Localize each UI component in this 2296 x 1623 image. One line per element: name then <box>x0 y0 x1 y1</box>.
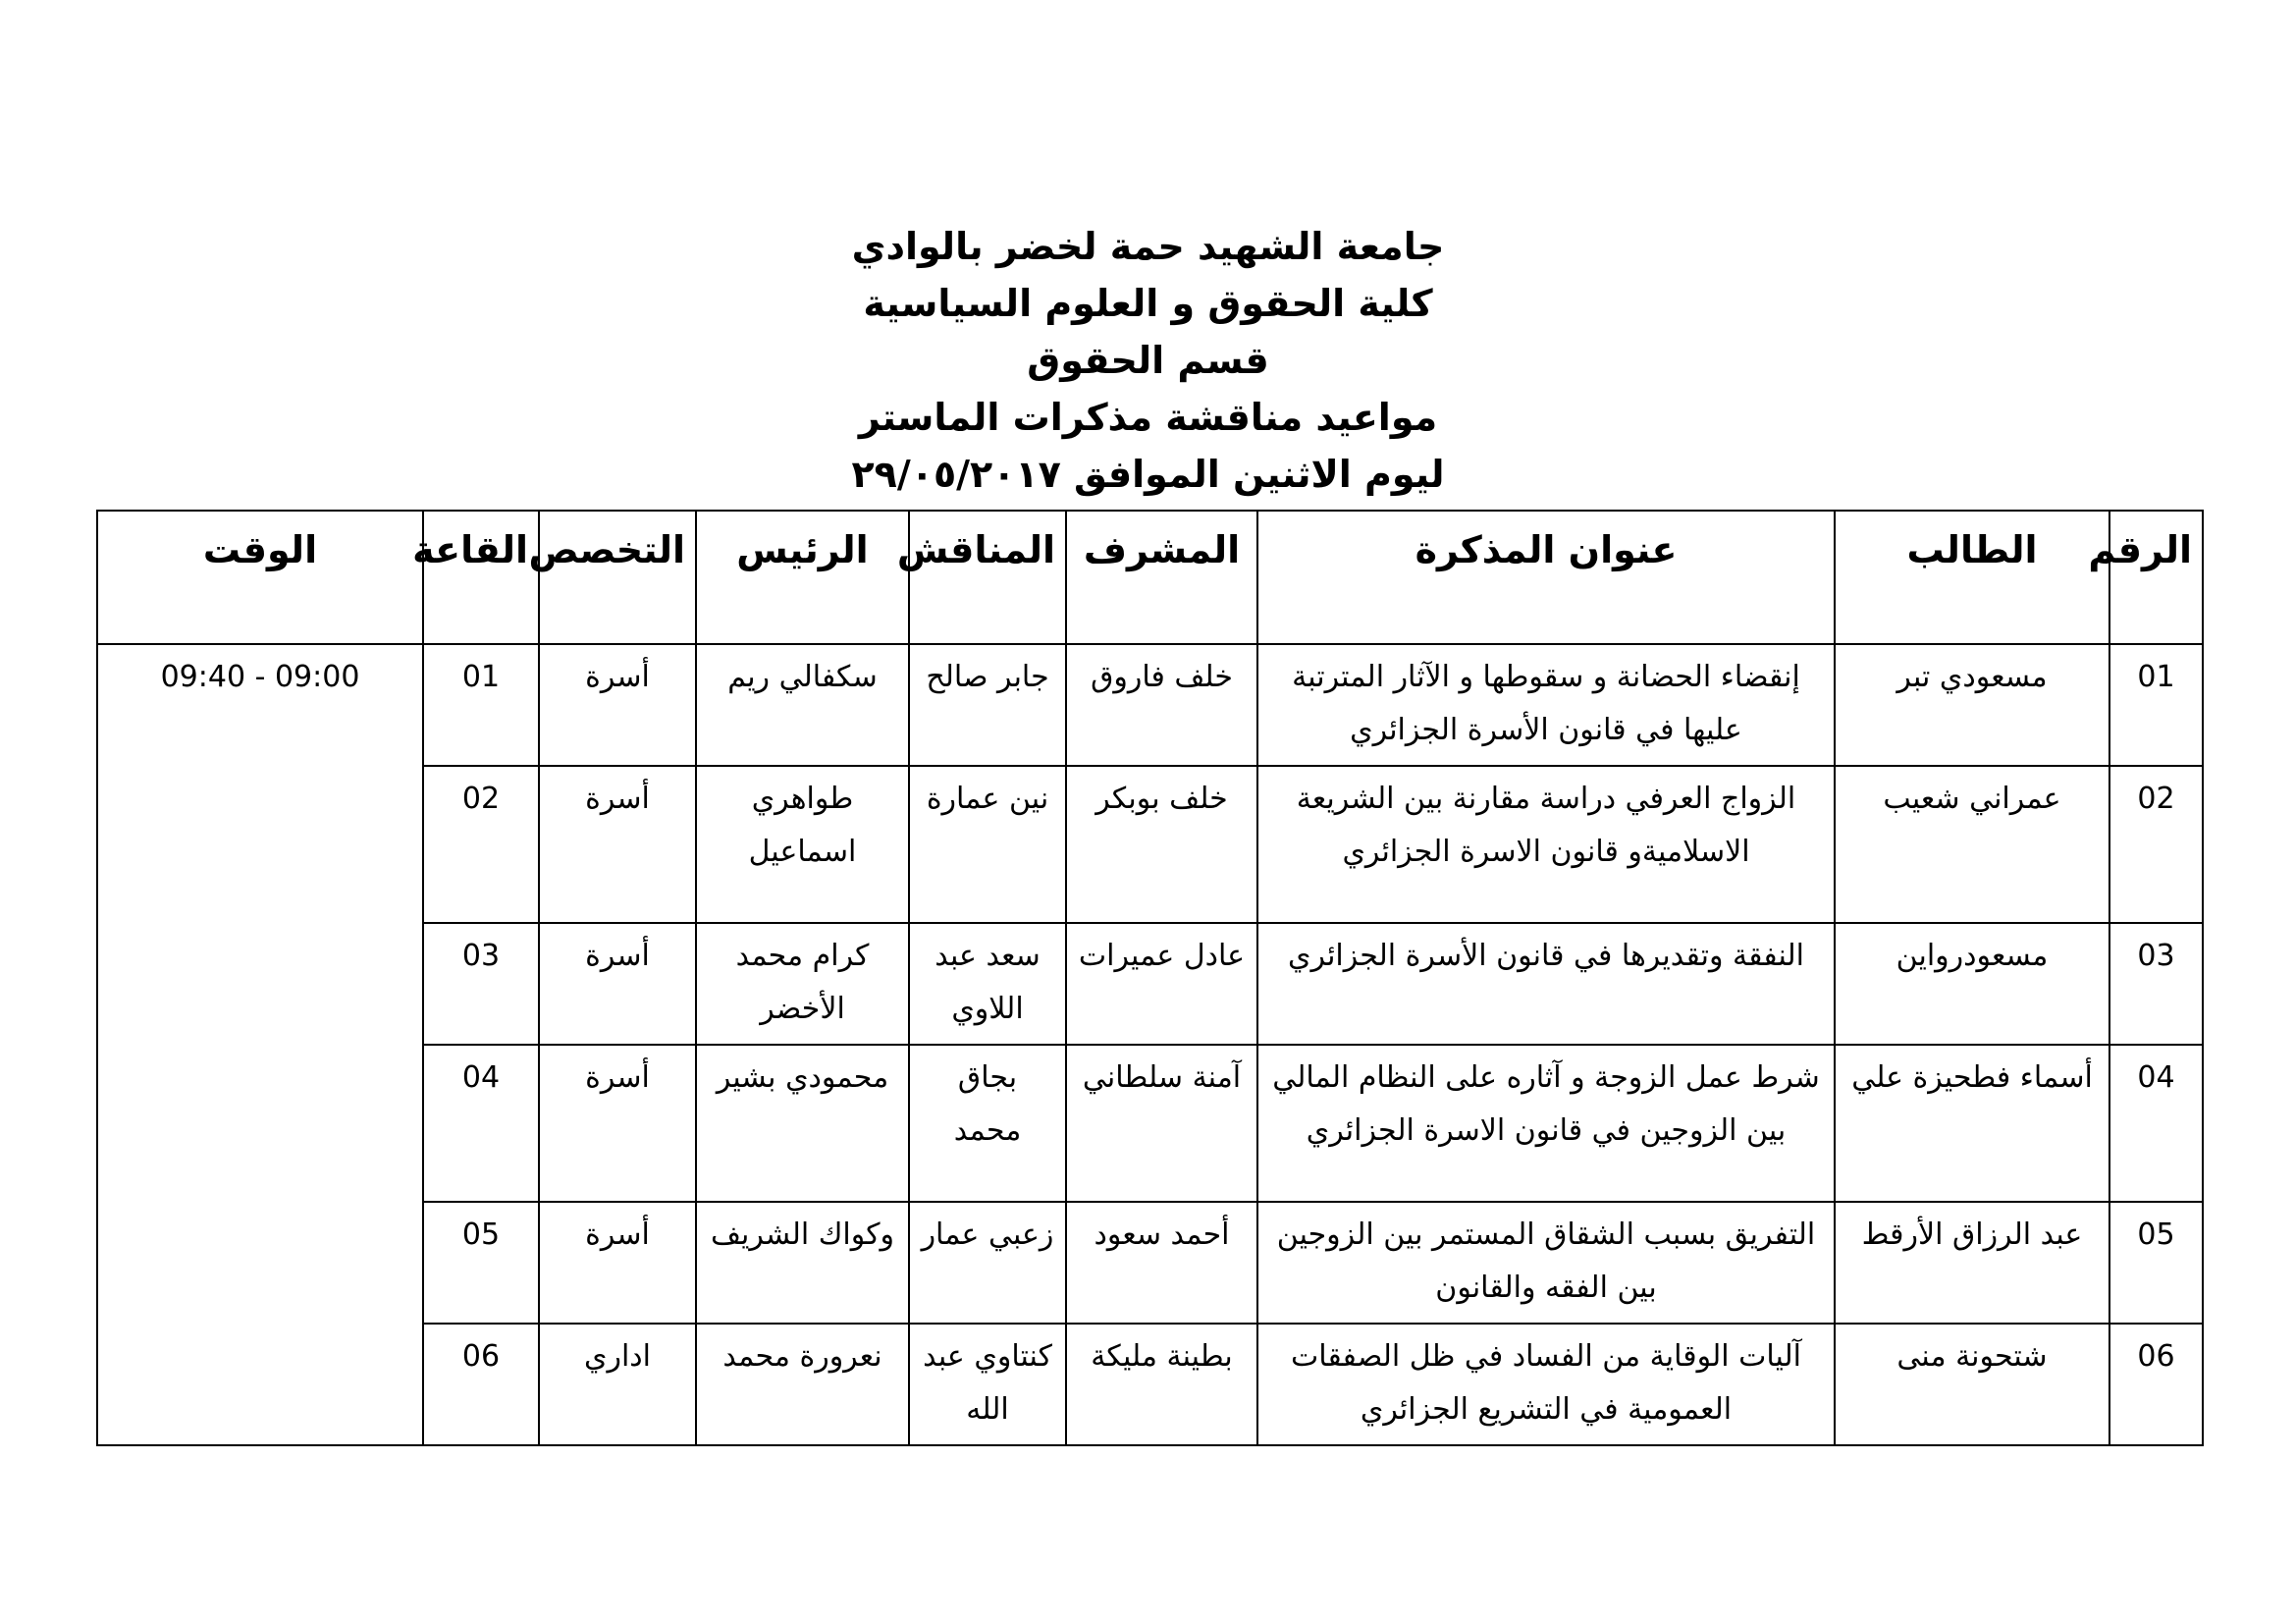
president-name: طواهري اسماعيل <box>696 766 909 923</box>
president-name: وكواك الشريف <box>696 1202 909 1324</box>
specialty: اداري <box>539 1324 696 1445</box>
student-name: مسعودي تبر <box>1835 644 2109 766</box>
president-name: محمودي بشير <box>696 1045 909 1202</box>
student-name: شتحونة منى <box>1835 1324 2109 1445</box>
examiner-name: كنتاوي عبد الله <box>909 1324 1066 1445</box>
column-header-title: عنوان المذكرة <box>1257 511 1835 644</box>
row-number: 04 <box>2109 1045 2203 1202</box>
supervisor-name: آمنة سلطاني <box>1066 1045 1257 1202</box>
hall-number: 04 <box>423 1045 539 1202</box>
student-name: عمراني شعيب <box>1835 766 2109 923</box>
row-number: 05 <box>2109 1202 2203 1324</box>
column-header-student: الطالب <box>1835 511 2109 644</box>
hall-number: 06 <box>423 1324 539 1445</box>
supervisor-name: أحمد سعود <box>1066 1202 1257 1324</box>
thesis-title: شرط عمل الزوجة و آثاره على النظام المالي بين الزوجين في قانون الاسرة الجزائري <box>1257 1045 1835 1202</box>
specialty: أسرة <box>539 766 696 923</box>
specialty: أسرة <box>539 1202 696 1324</box>
time-slot <box>97 644 423 1445</box>
president-name: نعرورة محمد <box>696 1324 909 1445</box>
table-row <box>97 644 2203 766</box>
thesis-title: الزواج العرفي دراسة مقارنة بين الشريعة الاسلاميةو قانون الاسرة الجزائري <box>1257 766 1835 923</box>
examiner-name: بجاق محمد <box>909 1045 1066 1202</box>
column-header-supervisor: المشرف <box>1066 511 1257 644</box>
hall-number: 05 <box>423 1202 539 1324</box>
specialty: أسرة <box>539 1045 696 1202</box>
row-number: 01 <box>2109 644 2203 766</box>
thesis-title: آليات الوقاية من الفساد في ظل الصفقات العمومية في التشريع الجزائري <box>1257 1324 1835 1445</box>
column-header-number: الرقم <box>2109 511 2203 644</box>
schedule-date: ليوم الاثنين الموافق ٢٩/٠٥/٢٠١٧ <box>851 453 1445 496</box>
thesis-title: النفقة وتقديرها في قانون الأسرة الجزائري <box>1257 923 1835 1045</box>
specialty: أسرة <box>539 644 696 766</box>
student-name: مسعودرواين <box>1835 923 2109 1045</box>
thesis-title: إنقضاء الحضانة و سقوطها و الآثار المترتبة عليها في قانون الأسرة الجزائري <box>1257 644 1835 766</box>
supervisor-name: عادل عميرات <box>1066 923 1257 1045</box>
column-header-time: الوقت <box>97 511 423 644</box>
thesis-title: التفريق بسبب الشقاق المستمر بين الزوجين بين الفقه والقانون <box>1257 1202 1835 1324</box>
examiner-name: زعبي عمار <box>909 1202 1066 1324</box>
column-header-hall: القاعة <box>423 511 539 644</box>
president-name: سكفالي ريم <box>696 644 909 766</box>
schedule-subject: مواعيد مناقشة مذكرات الماستر <box>858 396 1438 439</box>
table-header-row <box>97 511 2203 644</box>
column-header-specialty: التخصص <box>539 511 696 644</box>
document-header <box>0 218 2296 503</box>
hall-number: 03 <box>423 923 539 1045</box>
hall-number: 02 <box>423 766 539 923</box>
supervisor-name: بطينة مليكة <box>1066 1324 1257 1445</box>
examiner-name: سعد عبد اللاوي <box>909 923 1066 1045</box>
defense-schedule-table <box>96 510 2204 1446</box>
examiner-name: نين عمارة <box>909 766 1066 923</box>
supervisor-name: خلف فاروق <box>1066 644 1257 766</box>
university-name: جامعة الشهيد حمة لخضر بالوادي <box>851 225 1445 268</box>
row-number: 06 <box>2109 1324 2203 1445</box>
row-number: 02 <box>2109 766 2203 923</box>
student-name: عبد الرزاق الأرقط <box>1835 1202 2109 1324</box>
student-name: أسماء فطحيزة علي <box>1835 1045 2109 1202</box>
column-header-president: الرئيس <box>696 511 909 644</box>
hall-number: 01 <box>423 644 539 766</box>
department-name: قسم الحقوق <box>1027 339 1269 382</box>
time-slot-text: 09:40 - 09:00 <box>160 660 360 694</box>
row-number: 03 <box>2109 923 2203 1045</box>
president-name: كرام محمد الأخضر <box>696 923 909 1045</box>
supervisor-name: خلف بوبكر <box>1066 766 1257 923</box>
faculty-name: كلية الحقوق و العلوم السياسية <box>863 282 1433 325</box>
column-header-examiner: المناقش <box>909 511 1066 644</box>
examiner-name: جابر صالح <box>909 644 1066 766</box>
specialty: أسرة <box>539 923 696 1045</box>
